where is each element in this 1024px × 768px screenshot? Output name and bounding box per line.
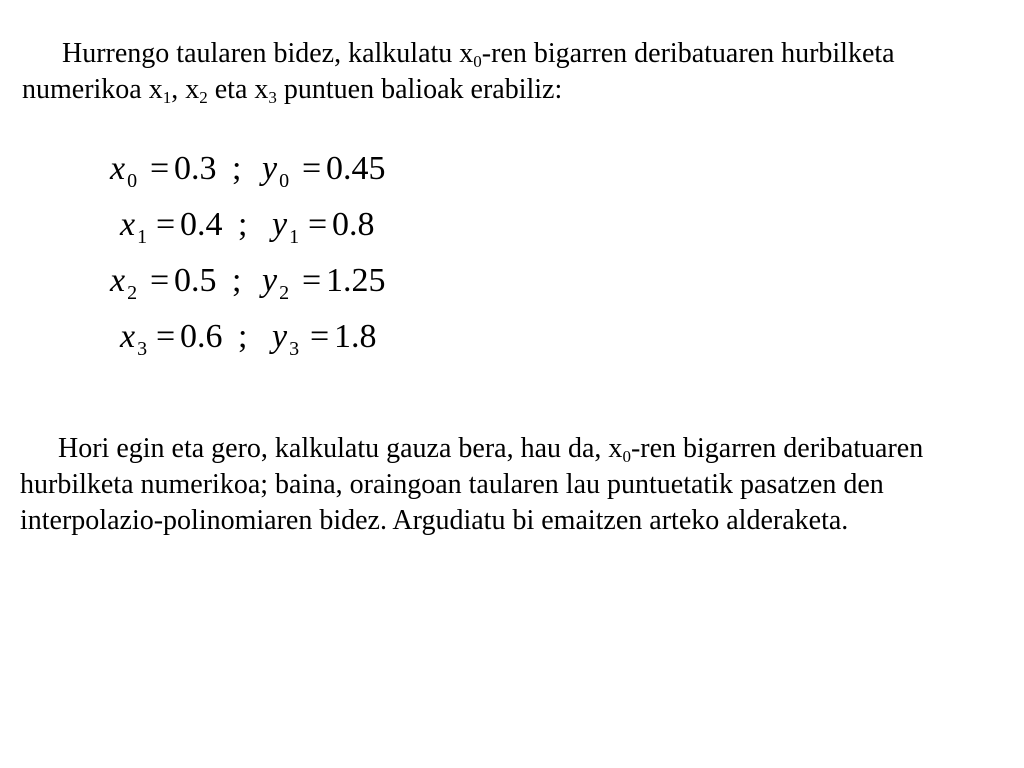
- intro-text-4: eta x: [207, 74, 269, 105]
- x-variable: x: [120, 206, 136, 243]
- followup-text-1: Hori egin eta gero, kalkulatu gauza bera, hau da, x: [58, 433, 623, 464]
- x-index: 3: [137, 338, 148, 360]
- x-value: 0.4: [180, 206, 223, 243]
- y-index: 2: [279, 282, 290, 304]
- intro-text-1: Hurrengo taularen bidez, kalkulatu x: [62, 38, 474, 69]
- y-index: 1: [289, 226, 300, 248]
- y-term: [262, 262, 290, 304]
- x-variable: x: [110, 262, 126, 299]
- y-value: 0.8: [332, 206, 375, 243]
- equals-sign: =: [150, 262, 170, 299]
- y-variable: y: [272, 206, 288, 243]
- x-index: 1: [137, 226, 148, 248]
- problem-statement-intro: [22, 36, 1002, 108]
- followup-text-2: -ren bigarren deribatuaren hurbilketa numerikoa; baina, oraingoan taularen lau puntuetatik pasatzen den interpolazio-polinomiaren bidez. Argudiatu bi emaitzen arteko alderaketa.: [20, 433, 924, 536]
- equals-sign: =: [302, 262, 322, 299]
- intro-text-2: -ren bigarren deribatuaren hurbilketa numerikoa x: [22, 38, 895, 105]
- y-index: 0: [279, 170, 290, 192]
- intro-subscript-2: 1: [162, 88, 172, 107]
- separator: ;: [238, 206, 248, 243]
- problem-statement-followup: [20, 431, 1010, 539]
- y-index: 3: [289, 338, 300, 360]
- x-variable: x: [120, 318, 136, 355]
- equals-sign: =: [156, 318, 176, 355]
- intro-subscript-1: 0: [473, 52, 482, 71]
- intro-text-5: puntuen balioak erabiliz:: [276, 74, 563, 105]
- y-value: 0.45: [326, 150, 386, 187]
- intro-text-3: , x: [171, 74, 200, 105]
- intro-subscript-3: 2: [199, 88, 208, 107]
- separator: ;: [232, 150, 242, 187]
- x-value: 0.6: [180, 318, 223, 355]
- x-index: 0: [127, 170, 138, 192]
- x-term: [120, 206, 148, 248]
- equals-sign: =: [310, 318, 330, 355]
- y-term: [272, 206, 300, 248]
- followup-subscript-1: 0: [622, 447, 631, 466]
- equals-sign: =: [156, 206, 176, 243]
- x-term: [110, 150, 138, 192]
- y-value: 1.25: [326, 262, 386, 299]
- x-term: [110, 262, 138, 304]
- x-value: 0.3: [174, 150, 217, 187]
- x-term: [120, 318, 148, 360]
- equals-sign: =: [302, 150, 322, 187]
- y-variable: y: [262, 150, 278, 187]
- separator: ;: [238, 318, 248, 355]
- intro-subscript-4: 3: [268, 88, 277, 107]
- y-value: 1.8: [334, 318, 377, 355]
- equals-sign: =: [308, 206, 328, 243]
- y-variable: y: [262, 262, 278, 299]
- x-variable: x: [110, 150, 126, 187]
- equals-sign: =: [150, 150, 170, 187]
- y-term: [272, 318, 300, 360]
- x-index: 2: [127, 282, 138, 304]
- y-variable: y: [272, 318, 288, 355]
- y-term: [262, 150, 290, 192]
- separator: ;: [232, 262, 242, 299]
- x-value: 0.5: [174, 262, 217, 299]
